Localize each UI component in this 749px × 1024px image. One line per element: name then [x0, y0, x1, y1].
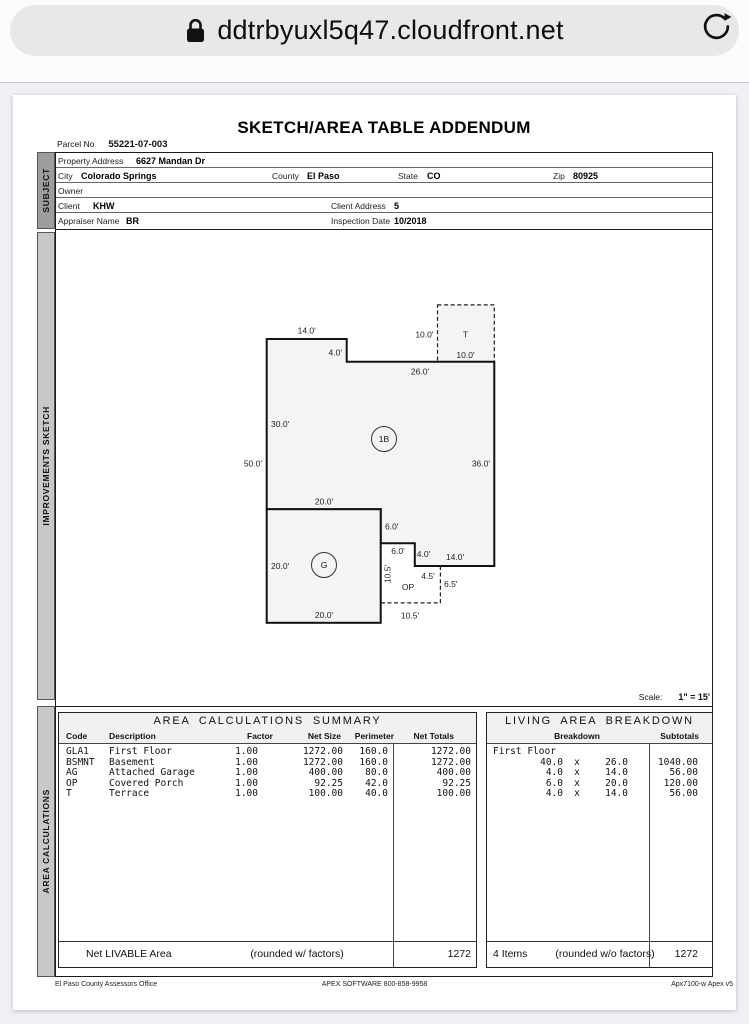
breakdown-table-title: LIVING AREA BREAKDOWN: [505, 715, 694, 727]
dim-label: 10.0': [456, 350, 475, 360]
property-address-value: 6627 Mandan Dr: [136, 155, 206, 166]
table-row: 4.0 x 14.0 56.00: [545, 767, 698, 779]
client-label: Client: [58, 201, 80, 211]
table-row: T Terrace 1.00 100.00 40.0 100.00: [66, 788, 471, 800]
url-text: ddtrbyuxl5q47.cloudfront.net: [217, 15, 564, 45]
parcel-label: Parcel No: [57, 139, 95, 149]
section-label-area-calculations: AREA CALCULATIONS: [37, 706, 55, 978]
inspection-date-label: Inspection Date: [331, 216, 391, 226]
unit-mark: 1B: [378, 434, 390, 444]
state-value: CO: [427, 170, 441, 181]
col-code: Code: [66, 731, 88, 741]
zip-label: Zip: [553, 171, 565, 181]
dim-label: 30.0': [271, 419, 290, 429]
garage-mark: G: [320, 560, 328, 570]
inspection-date-value: 10/2018: [394, 215, 427, 226]
rounded-note: (rounded w/ factors): [250, 948, 344, 960]
dim-label: 10.0': [415, 329, 434, 340]
col-breakdown: Breakdown: [554, 731, 600, 741]
dim-label: 20.0': [271, 561, 290, 571]
col-perimeter: Perimeter: [354, 731, 394, 741]
lock-icon: [185, 17, 206, 44]
table-row: BSMNT Basement 1.00 1272.00 160.0 1272.00: [66, 756, 471, 768]
section-label-subject: SUBJECT: [37, 152, 55, 229]
client-value: KHW: [93, 200, 115, 211]
net-livable-total: 1272: [447, 948, 471, 960]
browser-chrome: [0, 0, 749, 83]
col-net-size: Net Size: [307, 731, 341, 741]
summary-table-title: AREA CALCULATIONS SUMMARY: [153, 715, 382, 727]
col-net-totals: Net Totals: [413, 731, 454, 741]
page-title: SKETCH/AREA TABLE ADDENDUM: [237, 118, 531, 137]
living-area-breakdown-table: [486, 712, 713, 968]
col-factor: Factor: [247, 731, 273, 741]
summary-table-body: [59, 746, 476, 799]
property-address-label: Property Address: [58, 156, 124, 166]
table-row: 40.0 x 26.0 1040.00: [540, 756, 698, 768]
appraiser-label: Appraiser Name: [58, 216, 120, 226]
state-label: State: [398, 171, 418, 181]
table-row: First Floor: [493, 746, 556, 757]
reload-button[interactable]: [700, 9, 734, 43]
zip-value: 80925: [573, 170, 599, 181]
city-value: Colorado Springs: [81, 170, 157, 181]
appraiser-value: BR: [126, 215, 139, 226]
owner-label: Owner: [58, 186, 84, 196]
client-address-label: Client Address: [331, 201, 386, 211]
url-bar[interactable]: [10, 5, 739, 56]
dim-label: 6.5': [444, 579, 458, 589]
items-count: 4 Items: [493, 948, 528, 960]
dim-label: 20.0': [314, 496, 334, 507]
county-value: El Paso: [307, 170, 340, 181]
summary-table-header: [59, 713, 476, 744]
footer-version: Apx7100-w Apex v5: [671, 981, 733, 988]
net-livable-area-label: Net LIVABLE Area: [86, 948, 172, 960]
scale-label: Scale:: [638, 692, 663, 702]
dim-label: 10.5': [400, 610, 420, 621]
form-row: [56, 213, 712, 228]
footer-office: El Paso County Assessors Office: [55, 981, 158, 988]
area-calculations-summary-table: [58, 712, 477, 968]
breakdown-table-footer: [487, 941, 712, 967]
parcel-row: [57, 139, 168, 150]
dim-label: 4.0': [416, 549, 431, 559]
dim-label: 4.0': [328, 347, 342, 358]
dim-label: 6.0': [385, 521, 399, 532]
breakdown-table-body: [487, 746, 712, 799]
client-address-value: 5: [394, 200, 400, 211]
dim-label: 20.0': [314, 610, 334, 620]
dim-label: 50.0': [243, 458, 262, 469]
dim-label: 14.0': [445, 552, 465, 562]
table-row: 6.0 x 20.0 120.00: [545, 777, 698, 789]
porch-mark: OP: [401, 582, 415, 592]
col-description: Description: [109, 731, 156, 741]
footer-software: APEX SOFTWARE 800-858-9958: [321, 981, 428, 988]
city-label: City: [58, 171, 73, 181]
form-row: [56, 153, 712, 168]
dim-label: 14.0': [297, 325, 316, 336]
breakdown-total: 1272: [674, 948, 698, 960]
form-row: [56, 183, 712, 198]
terrace-mark: T: [462, 329, 469, 340]
rounded-note: (rounded w/o factors): [555, 948, 655, 960]
parcel-value: 55221-07-003: [108, 139, 168, 150]
table-row: 4.0 x 14.0 56.00: [545, 788, 698, 800]
breakdown-table-header: [487, 713, 712, 744]
reload-icon: [700, 10, 734, 43]
scale-note: [540, 692, 710, 702]
section-label-improvements-sketch: IMPROVEMENTS SKETCH: [37, 232, 55, 700]
dim-label: 4.5': [421, 571, 435, 581]
summary-table-footer: [59, 941, 476, 967]
col-subtotals: Subtotals: [660, 731, 699, 741]
dim-label: 6.0': [391, 546, 405, 556]
table-row: GLA1 First Floor 1.00 1272.00 160.0 1272.00: [66, 746, 471, 757]
subject-section: [56, 153, 712, 230]
dim-label: 26.0': [410, 366, 430, 377]
form-row: [56, 168, 712, 183]
dim-label: 10.5': [382, 564, 393, 584]
scale-value: 1" = 15': [678, 692, 710, 702]
table-row: OP Covered Porch 1.00 92.25 42.0 92.25: [66, 777, 471, 789]
dim-label: 36.0': [471, 458, 490, 469]
table-row: AG Attached Garage 1.00 400.00 80.0 400.00: [66, 767, 471, 779]
form-row: [56, 198, 712, 213]
county-label: County: [272, 171, 299, 181]
improvements-sketch-drawing: [230, 290, 520, 640]
